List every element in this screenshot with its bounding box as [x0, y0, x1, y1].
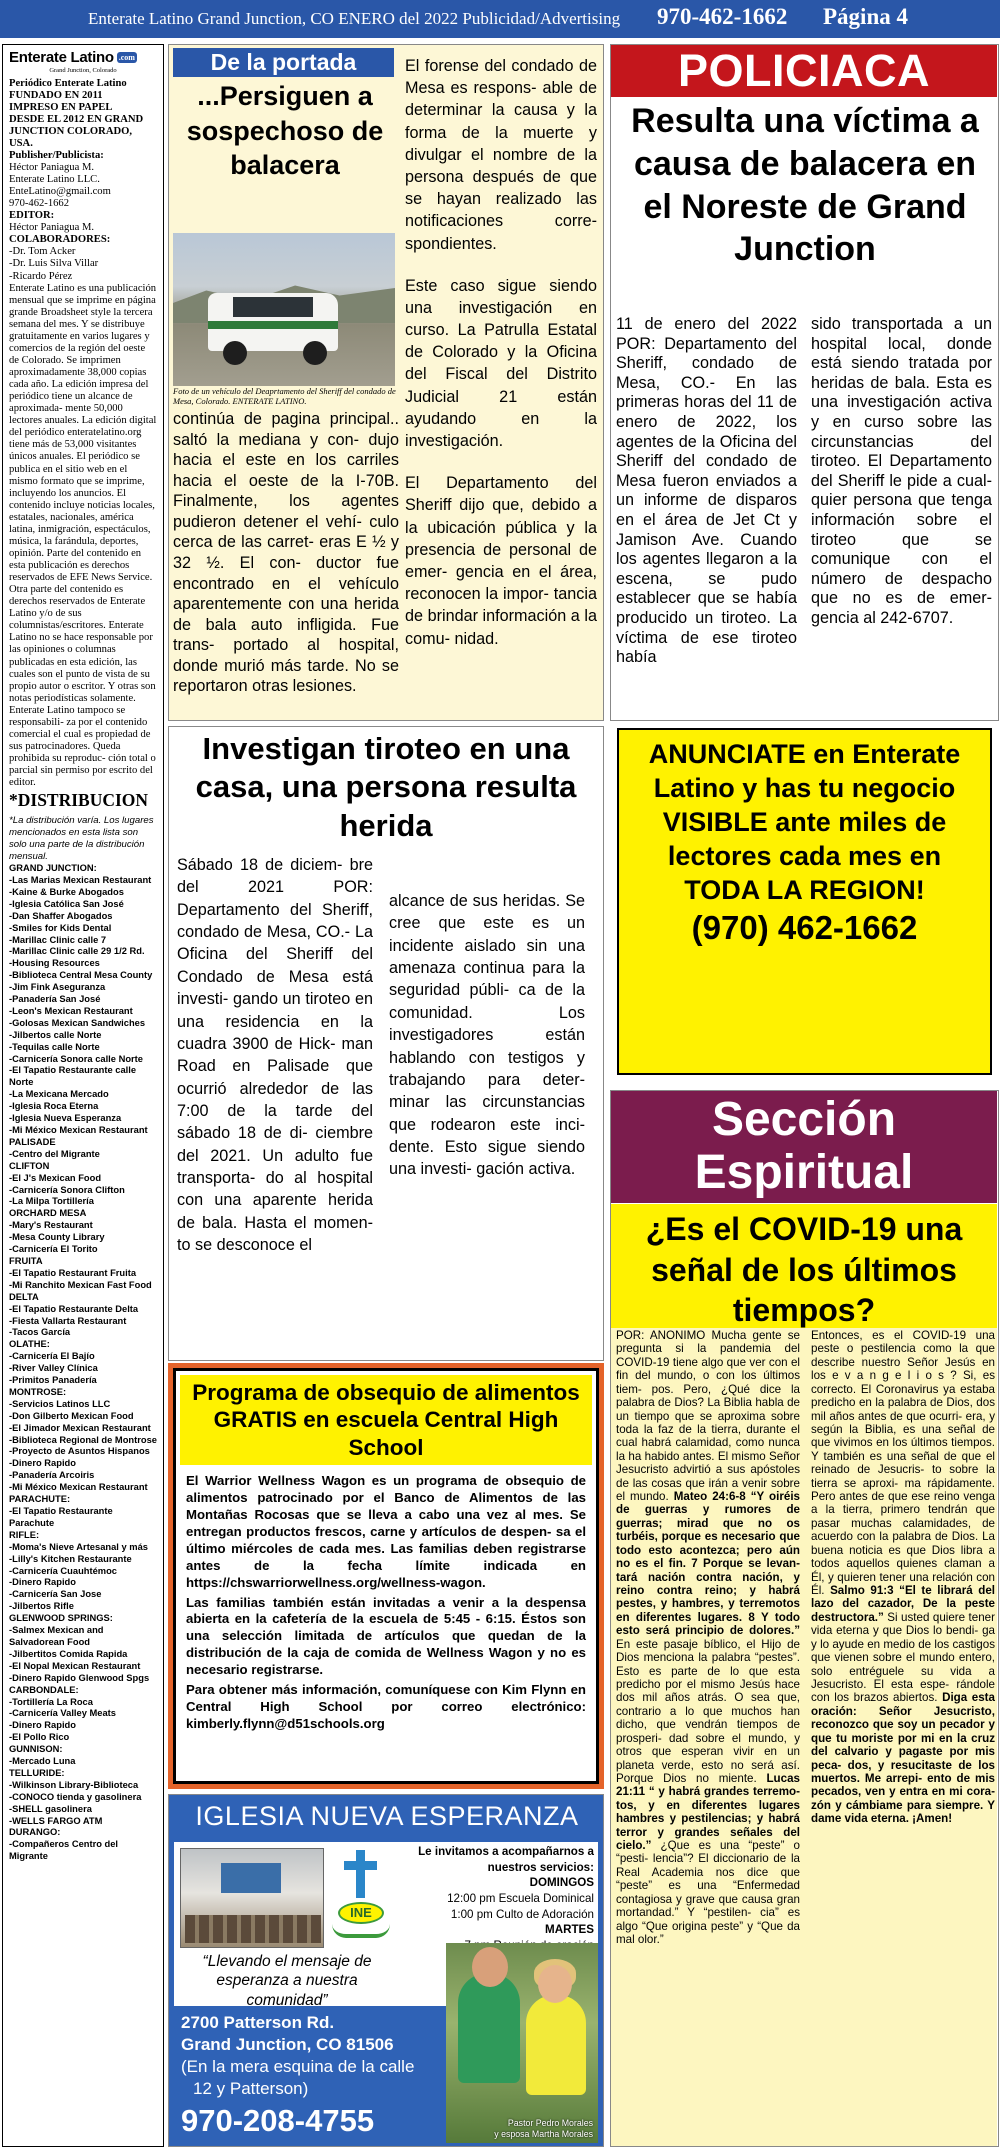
distribucion-item: -Mary's Restaurant [9, 1220, 93, 1231]
schedule-invite: Le invitamos a acompañarnos a nuestros servicios: [418, 1845, 594, 1874]
espiritual-scripture: Lucas 21:11 “ y habrá grandes terremo- tos, y en diferentes lugares hambres y pestilencias; y habrá terror y grandes señales del cielo.” [616, 1771, 800, 1853]
sheriff-vehicle-photo [173, 233, 395, 386]
distribucion-item: -Centro del Migrante [9, 1148, 100, 1159]
programa-box [168, 1363, 604, 1789]
distribucion-item: -Iglesia Roca Eterna [9, 1101, 99, 1112]
page-number: Página 4 [823, 4, 908, 29]
portada-article [168, 44, 604, 721]
masthead-line: FUNDADO EN 2011 [9, 89, 103, 101]
colab-label: COLABORADORES: [9, 234, 111, 246]
masthead-line: IMPRESO EN PAPEL [9, 101, 113, 113]
distribucion-item: -Jilbertos calle Norte [9, 1029, 102, 1040]
distribucion-item: -Carnicería El Torito [9, 1244, 98, 1255]
distribucion-item: -Mi Ranchito Mexican Fast Food [9, 1279, 152, 1290]
pastor-photo [446, 1943, 598, 2143]
portada-paragraph: Este caso sigue siendo una investigación en curso. La Patrulla Estatal de Colorado y la Oficina del Fiscal del Distrito Judicial 21 están ayudando en la investigación. [405, 276, 597, 450]
distribucion-item: -SHELL gasolinera [9, 1803, 92, 1814]
distribucion-item: FRUITA [9, 1255, 43, 1266]
logo-wordmark: Enterate Latino [9, 49, 114, 66]
investigan-headline: Investigan tiroteo en una casa, una persona resulta herida [195, 731, 577, 843]
programa-paragraph: Para obtener más información, comuníquese con Kim Flynn en Central High School por correo electrónico: kimberly.flynn@d51schools.org [186, 1682, 586, 1731]
distribucion-item: -Carnicería Cuauhtémoc [9, 1565, 118, 1576]
distribucion-item: -El J's Mexican Food [9, 1172, 102, 1183]
programa-text [176, 1469, 596, 1739]
distribucion-item: PALISADE [9, 1136, 56, 1147]
distribucion-item: CLIFTON [9, 1160, 50, 1171]
distribucion-item: -Housing Resources [9, 958, 100, 969]
espiritual-text: ¿Que es una “peste” o “pesti- lencia”? El diccionario de la Real Academia nos dice que “peste” es una “Enfermedad contagiosa y grave que causa gran mortandad.” Y “pestilen- cia” es algo “Que origina peste” y “Que da mal olor.” [616, 1839, 800, 1946]
masthead-column [2, 44, 164, 2147]
espiritual-section [610, 1090, 999, 2147]
publisher-label: Publisher/Publicista: [9, 149, 104, 161]
espiritual-text: Entonces, es el COVID-19 una peste o pestilencia como la que describe nuestro Señor Jesús en los e v a n g e l i o s ? Si, es correcto. El Coronavirus ya estaba predicho en la palabra de Dios, dos mil años antes de que ocurri- era, y según la Biblia, es una señal de que vivimos en los últimos tiempos. Y también es una señal de que el reinado de Jesucris- to sobre la tierra se aproxi- ma rápidamente. Pero antes de que ese reino venga a la tierra, primero tendrán que pasar muchas calamidades, de acuerdo con la palabra de Dios. La buena noticia es que Dios libra a todos aquellos quienes claman a Él, y quieren tener una relación con Él. [811, 1329, 995, 1598]
distribucion-item: -El Tapatio Restaurante calle Norte [9, 1065, 137, 1088]
address-line: (En la mera esquina de la calle [181, 2057, 415, 2077]
portada-paragraph: El forense del condado de Mesa es respons- able de determinar la causa y la forma de la muerte y divulgar el nombre de la persona después de que se hayan realizado las notificaciones corre- spondientes. [405, 57, 597, 253]
cross-icon [356, 1850, 365, 1898]
distribucion-item: -Mi México Mexican Restaurant [9, 1125, 148, 1135]
distribucion-item: MONTROSE: [9, 1386, 67, 1397]
distribucion-item: -Proyecto de Asuntos Hispanos [9, 1446, 150, 1457]
distribucion-item: -Kaine & Burke Abogados [9, 886, 124, 897]
distribucion-item: -WELLS FARGO ATM [9, 1815, 103, 1826]
distribucion-item: -Lilly's Kitchen Restaurante [9, 1553, 132, 1564]
portada-label: De la portada [173, 48, 394, 77]
distribucion-item: RIFLE: [9, 1529, 40, 1540]
distribucion-item: -Jilbertos Rifle [9, 1601, 74, 1612]
ad-text: ANUNCIATE en Enterate Latino y has tu negocio VISIBLE ante miles de lectores cada mes en TODA LA REGION! [648, 739, 961, 906]
publisher-line[interactable]: EnteLatino@gmail.com [9, 186, 111, 198]
distribucion-item: -Moma's Nieve Artesanal y más [9, 1541, 148, 1552]
distribucion-item: -River Valley Clínica [9, 1363, 98, 1374]
distribucion-item: -Mercado Luna [9, 1756, 76, 1767]
masthead-about: Enterate Latino es una publicación mensual que se imprime en página grande Broadsheet style la tercera semana del mes. Y se distribuye gratuitamente en varios lugares y comercios de la región del oeste de Colorado. Se imprimen aproximadamente 38,000 copias cada año. La edición impresa del periódico tiene un alcance de aproximada- mente 50,000 lectores anuales. La edición digital del periódico enteratelatino.org tiene más de 53,000 visitantes únicos anuales. El periódico se publica en el sitio web en el mismo formato que se imprime, incluyendo los anuncios. El contenido incluye noticias locales, estatales, nacionales, américa latina, inmigración, espectáculos, música, la farándula, deportes, opinión. Parte del contenido en esta publicación es derechos reservados de EFE News Service. Otra parte del contenido es derechos reservados de Enterate Latino y/o de sus columnistas/escritores. Enterate Latino no se hace responsable por las opiniones o columnas publicadas en esta edición, las cuales son el punto de vista de su propio autor o escritor. Y otras son notas periodísticas solamente. Enterate Latino tampoco se responsabili- za por el contenido comercial el cual es propiedad de sus patrocinadores. Queda prohibida su reproduc- ción total o parcial sin permiso por escrito del editor. [9, 282, 157, 789]
distribucion-item: -Carnicería San Jose [9, 1589, 102, 1600]
address-line: Grand Junction, CO 81506 [181, 2035, 394, 2055]
programa-inner [173, 1368, 599, 1784]
pastor-caption [446, 2118, 596, 2139]
iglesia-title: IGLESIA NUEVA ESPERANZA [195, 1801, 579, 1831]
distribucion-item: -Jilbertitos Comida Rapida [9, 1648, 128, 1659]
portada-headline: ...Persiguen a sospechoso de balacera [186, 81, 384, 181]
espiritual-text: En este pasaje bíblico, el Hijo de Dios menciona la palabra “pestes”. Esto es parte de lo que esta predicho por el mismo Jesús hace dos mil años atrás. O sea que, contrario a lo que muchos han dicho, que vendrán tiempos de prosperi- dad sobre el mundo, y otros que esperan vivir en un planeta verde, esto no será así. Porque Dios no miente. [616, 1637, 800, 1785]
investigan-article [168, 726, 604, 1361]
distribucion-item: -Las Marias Mexican Restaurant [9, 874, 152, 885]
distribucion-item: -Jim Fink Aseguranza [9, 982, 106, 993]
editor-name: Héctor Paniagua M. [9, 222, 95, 234]
policiaca-article [610, 44, 999, 721]
editor-label: EDITOR: [9, 210, 55, 222]
distribucion-item: OLATHE: [9, 1339, 50, 1350]
distribucion-item: -El Nopal Mexican Restaurant [9, 1660, 141, 1671]
distribucion-item: -Carnicería Sonora Clifton [9, 1184, 125, 1195]
distribucion-item: -Dinero Rapido [9, 1577, 76, 1588]
distribucion-item: -Dinero Rapido [9, 1720, 76, 1731]
iglesia-ad [168, 1794, 604, 2147]
espiritual-scripture: Mateo 24:6-8 “Y oiréis de guerras y rumores de guerras; mirad que no os turbéis, porque es necesario que todo esto acontezca; pero aún no es el fin. 7 Porque se levan- tará nación contra nación, y reino contra reino; y habrá pestes, y hambres, y terremotos en diferentes lugares. 8 Y todo esto será principio de dolores.” [616, 1490, 800, 1638]
distribucion-item: -Servicios Latinos LLC [9, 1398, 111, 1409]
espiritual-question: ¿Es el COVID-19 una señal de los últimos tiempos? [611, 1204, 997, 1409]
distribucion-item: ORCHARD MESA [9, 1208, 87, 1219]
logo-ine-text: INE [338, 1902, 384, 1924]
masthead-line: JUNCTION COLORADO, [9, 125, 133, 137]
distribucion-item: GRAND JUNCTION: [9, 863, 97, 874]
portada-right-column [405, 55, 597, 670]
address-line: 12 y Patterson) [193, 2079, 309, 2099]
distribucion-item: -Mi México Mexican Restaurant [9, 1482, 148, 1493]
distribucion-item: -Marillac Clinic calle 29 1/2 Rd. [9, 946, 145, 957]
distribucion-item: -Smiles for Kids Dental [9, 922, 112, 933]
masthead-line: USA. [9, 137, 33, 149]
policiaca-col2: sido transportada a un hospital local, donde está siendo tratada por heridas de bala. Esta es una investigación activa y en curso sobre las circunstancias del tiroteo. El Departamento del Sheriff le pide a cual- quier persona que tenga información sobre el tiroteo que se comunique con el número de despacho que no es de emer- gencia al 242-6707. [811, 315, 992, 627]
distribucion-item: -Dan Shaffer Abogados [9, 910, 113, 921]
distribucion-item: -Leon's Mexican Restaurant [9, 1005, 133, 1016]
publisher-line: Héctor Paniagua M. [9, 161, 95, 173]
distribucion-item: -Marillac Clinic calle 7 [9, 934, 107, 945]
investigan-col1: Sábado 18 de diciem- bre del 2021 POR: Departamento del Sheriff, condado de Mesa, CO.- La Oficina del Sheriff del Condado de Mesa está investi- gando un tiroteo en una residencia en la cuadra 3900 de Hick- man Road en Palisade que ocurrió alrededor de las 7:00 de la tarde del sábado 18 de di- ciembre del 2021. Un adulto fue transporta- do al hospital con una aparente herida de bala. Hasta el momen- to se desconoce el [177, 856, 373, 1255]
distribucion-item: -La Mexicana Mercado [9, 1089, 109, 1100]
distribucion-item: -Biblioteca Central Mesa County [9, 970, 153, 981]
distribucion-item: -Fiesta Vallarta Restaurant [9, 1315, 127, 1326]
top-banner [0, 0, 1000, 38]
banner-info: Enterate Latino Grand Junction, CO ENERO del 2022 Publicidad/Advertising [88, 9, 621, 28]
espiritual-prayer: Diga esta oración: Señor Jesucristo, reconozco que soy un pecador y que tu moriste por mi en la cruz del calvario y pagaste por mis peca- dos, y resucitaste de los muertos. Me arrepi- ento de mis pecados, ven y entra en mi cora- zón y cámbiame para siempre. Y dame vida eterna. ¡Amen! [811, 1691, 995, 1826]
distribucion-note: *La distribución varía. Los lugares mencionados en esta lista son solo una parte de la distribución mensual. [9, 815, 154, 863]
distribucion-item: -Don Gilberto Mexican Food [9, 1410, 134, 1421]
iglesia-address [181, 2012, 436, 2100]
espiritual-band: Sección Espiritual [611, 1091, 997, 1203]
distribucion-item: DURANGO: [9, 1827, 61, 1838]
distribucion-item: -Wilkinson Library-Biblioteca [9, 1779, 139, 1790]
distribucion-item: -Carnicería Valley Meats [9, 1708, 116, 1719]
iglesia-quote: “Llevando el mensaje de esperanza a nuestra comunidad” [202, 1953, 372, 2009]
policiaca-col1: 11 de enero del 2022 POR: Departamento del Sheriff, condado de Mesa, CO.- En las primeras horas del 11 de enero de 2022, los agentes de la Oficina del Sheriff del condado de Mesa fueron enviados a un informe de disparos en el área de Jet Ct y Jamison Ave. Cuando los agentes llegaron a la escena, se pudo establecer que se había producido un tiroteo. La víctima de ese tiroteo había [616, 315, 797, 667]
ad-phone: (970) 462-1662 [691, 909, 918, 947]
church-logo [330, 1850, 392, 1946]
church-interior-photo [180, 1848, 324, 1948]
schedule-day: MARTES [545, 1923, 594, 1937]
distribucion-item: -El Tapatio Restaurant Fruita [9, 1267, 137, 1278]
distribucion-item: -Dinero Rapido [9, 1458, 76, 1469]
pastor-caption-line: y esposa Martha Morales [494, 2128, 593, 2139]
policiaca-headline: Resulta una víctima a causa de balacera en el Noreste de Grand Junction [631, 102, 979, 269]
distribucion-item: -Biblioteca Regional de Montrose [9, 1434, 157, 1445]
distribucion-item: -Dinero Rapido Glenwood Spgs [9, 1672, 150, 1683]
masthead-logo [9, 49, 157, 66]
schedule-day: DOMINGOS [529, 1876, 594, 1890]
portada-body: continúa de pagina principal.. saltó la mediana y con- dujo hacia el este en los carriles hacia el oeste de la I-70B. Finalmente, los agentes pudieron detener el vehí- culo cerca de las carret- eras E ½ y 32 ½. El con- ductor fue encontrado en el vehículo aparentemente con una herida de bala auto infligida. Fue trans- portado al hospital, donde murió más tarde. No se reportaron otras lesiones. [173, 410, 399, 696]
distribucion-item: -Tacos García [9, 1327, 71, 1338]
distribucion-item: -El Tapatio Restaurante Delta [9, 1303, 139, 1314]
investigan-col2: alcance de sus heridas. Se cree que este es un incidente aislado sin una amenaza continua para la seguridad públi- ca de la comunidad. Los investigadores están hablando con testigos y trabajando para deter- minar las circunstancias que rodearon este inci- dente. Esto sigue siendo una investi- gación activa. [389, 892, 585, 1179]
espiritual-col1 [616, 1329, 800, 1946]
distribucion-item: -Carnicería El Bajío [9, 1351, 95, 1362]
masthead-line: Periódico Enterate Latino [9, 77, 127, 89]
espiritual-scripture: Salmo 91:3 “El te librará del lazo del cazador, De la peste destructora.” [811, 1584, 995, 1624]
distribucion-item: -Panadería San José [9, 994, 101, 1005]
publisher-line: Enterate Latino LLC. [9, 174, 100, 185]
distribucion-item: -La Milpa Tortillería [9, 1196, 94, 1207]
colab-line: -Dr. Luis Silva Villar [9, 258, 99, 270]
programa-paragraph: El Warrior Wellness Wagon es un programa de obsequio de alimentos patrocinado por el Banco de Alimentos de las Montañas Rocosas que se lleva a cabo una vez al mes. Se entregan productos frescos, carne y artículos de despen- sa el último miércoles de cada mes. Las familias deben registrarse antes de la fecha límite indicada en https://chswarriorwellness.org/wellness-wagon. [186, 1473, 586, 1590]
logo-tagline: Grand Junction, Colorado [49, 67, 117, 75]
schedule-item: 12:00 pm Escuela Dominical [447, 1891, 594, 1905]
distribucion-item: -Iglesia Nueva Esperanza [9, 1113, 122, 1124]
policiaca-band: POLICIACA [611, 45, 997, 97]
address-line: 2700 Patterson Rd. [181, 2013, 335, 2032]
distribucion-item: -Iglesia Católica San José [9, 898, 124, 909]
espiritual-text: POR: ANONIMO Mucha gente se pregunta si la pandemia del COVID-19 tiene algo que ver con el fin del mundo, o con los últimos tiem- pos. Pero, ¿Qué dice la palabra de Dios? La Biblia habla de un tiempo que se aproxima sobre toda la faz de la tierra, durante el cual habrá calamidad, como nunca la ha habido antes. El mismo Señor Jesucristo advirtió a sus apóstoles de las cosas que irán a venir sobre el mundo. [616, 1329, 800, 1504]
colab-line: -Ricardo Pérez [9, 270, 73, 282]
distribucion-item: -Compañeros Centro del Migrante [9, 1839, 119, 1862]
distribucion-item: -CONOCO tienda y gasolinera [9, 1791, 142, 1802]
distribucion-item: -El Pollo Rico [9, 1732, 70, 1743]
colab-line: -Dr. Tom Acker [9, 246, 76, 258]
distribucion-list [9, 863, 157, 1863]
pastor-caption-line: Pastor Pedro Morales [507, 2118, 593, 2129]
distribucion-item: -Primitos Panadería [9, 1375, 97, 1386]
distribucion-item: -El Jimador Mexican Restaurant [9, 1422, 151, 1433]
espiritual-text: Si usted quiere tener vida eterna y que Dios lo bendi- ga y lo ayude en medio de los castigos que vienen sobre el mundo entero, solo entréguele su vida a Jesucristo. El esta espe- rándole con los brazos abiertos. [811, 1610, 995, 1705]
distribucion-item: -Panadería Arcoiris [9, 1470, 95, 1481]
distribucion-item: CARBONDALE: [9, 1684, 79, 1695]
distribucion-item: -Tequilas calle Norte [9, 1041, 100, 1052]
distribucion-item: GUNNISON: [9, 1744, 63, 1755]
distribucion-title: *DISTRIBUCION [9, 790, 149, 811]
distribucion-item: TELLURIDE: [9, 1767, 65, 1778]
distribucion-item: -Carnicería Sonora calle Norte [9, 1053, 143, 1064]
distribucion-item: -Mesa County Library [9, 1232, 105, 1243]
schedule-item: 1:00 pm Culto de Adoración [450, 1907, 594, 1921]
portada-paragraph: El Departamento del Sheriff dijo que, debido a la ubicación pública y la presencia de personal de emer- gencia en el área, reconocen la impor- tancia de brindar información a la comu- nidad. [405, 474, 597, 648]
espiritual-col2 [811, 1329, 995, 1826]
photo-caption: Foto de un vehículo del Deaprtamento del Sheriff del condado de Mesa, Colorado. ENTERATE LATINO. [173, 386, 396, 406]
publisher-line: 970-462-1662 [9, 198, 70, 210]
distribucion-item: -Tortillería La Roca [9, 1696, 93, 1707]
programa-paragraph: Las familias también están invitadas a venir a la despensa abierta en la cafetería de la escuela de 5:45 - 6:15. Éstos son una selección limitada de artículos que quedan de la distribución de la caja de comida de Wellness Wagon y no es necesario registrarse. [186, 1594, 586, 1678]
distribucion-item: GLENWOOD SPRINGS: [9, 1613, 113, 1624]
iglesia-phone: 970-208-4755 [181, 2103, 375, 2138]
distribucion-item: DELTA [9, 1291, 39, 1302]
programa-title: Programa de obsequio de alimentos GRATIS en escuela Central High School [180, 1375, 592, 1465]
masthead-line: DESDE EL 2012 EN GRAND [9, 113, 144, 125]
distribucion-item: -Golosas Mexican Sandwiches [9, 1017, 146, 1028]
distribucion-item: PARACHUTE: [9, 1494, 71, 1505]
distribucion-item: -Salmex Mexican and Salvadorean Food [9, 1625, 104, 1647]
anunciate-ad [617, 728, 992, 1075]
banner-phone: 970-462-1662 [657, 4, 788, 29]
distribucion-item: -El Tapatio Restaurante Parachute [9, 1506, 113, 1528]
logo-badge: .com [118, 52, 135, 62]
